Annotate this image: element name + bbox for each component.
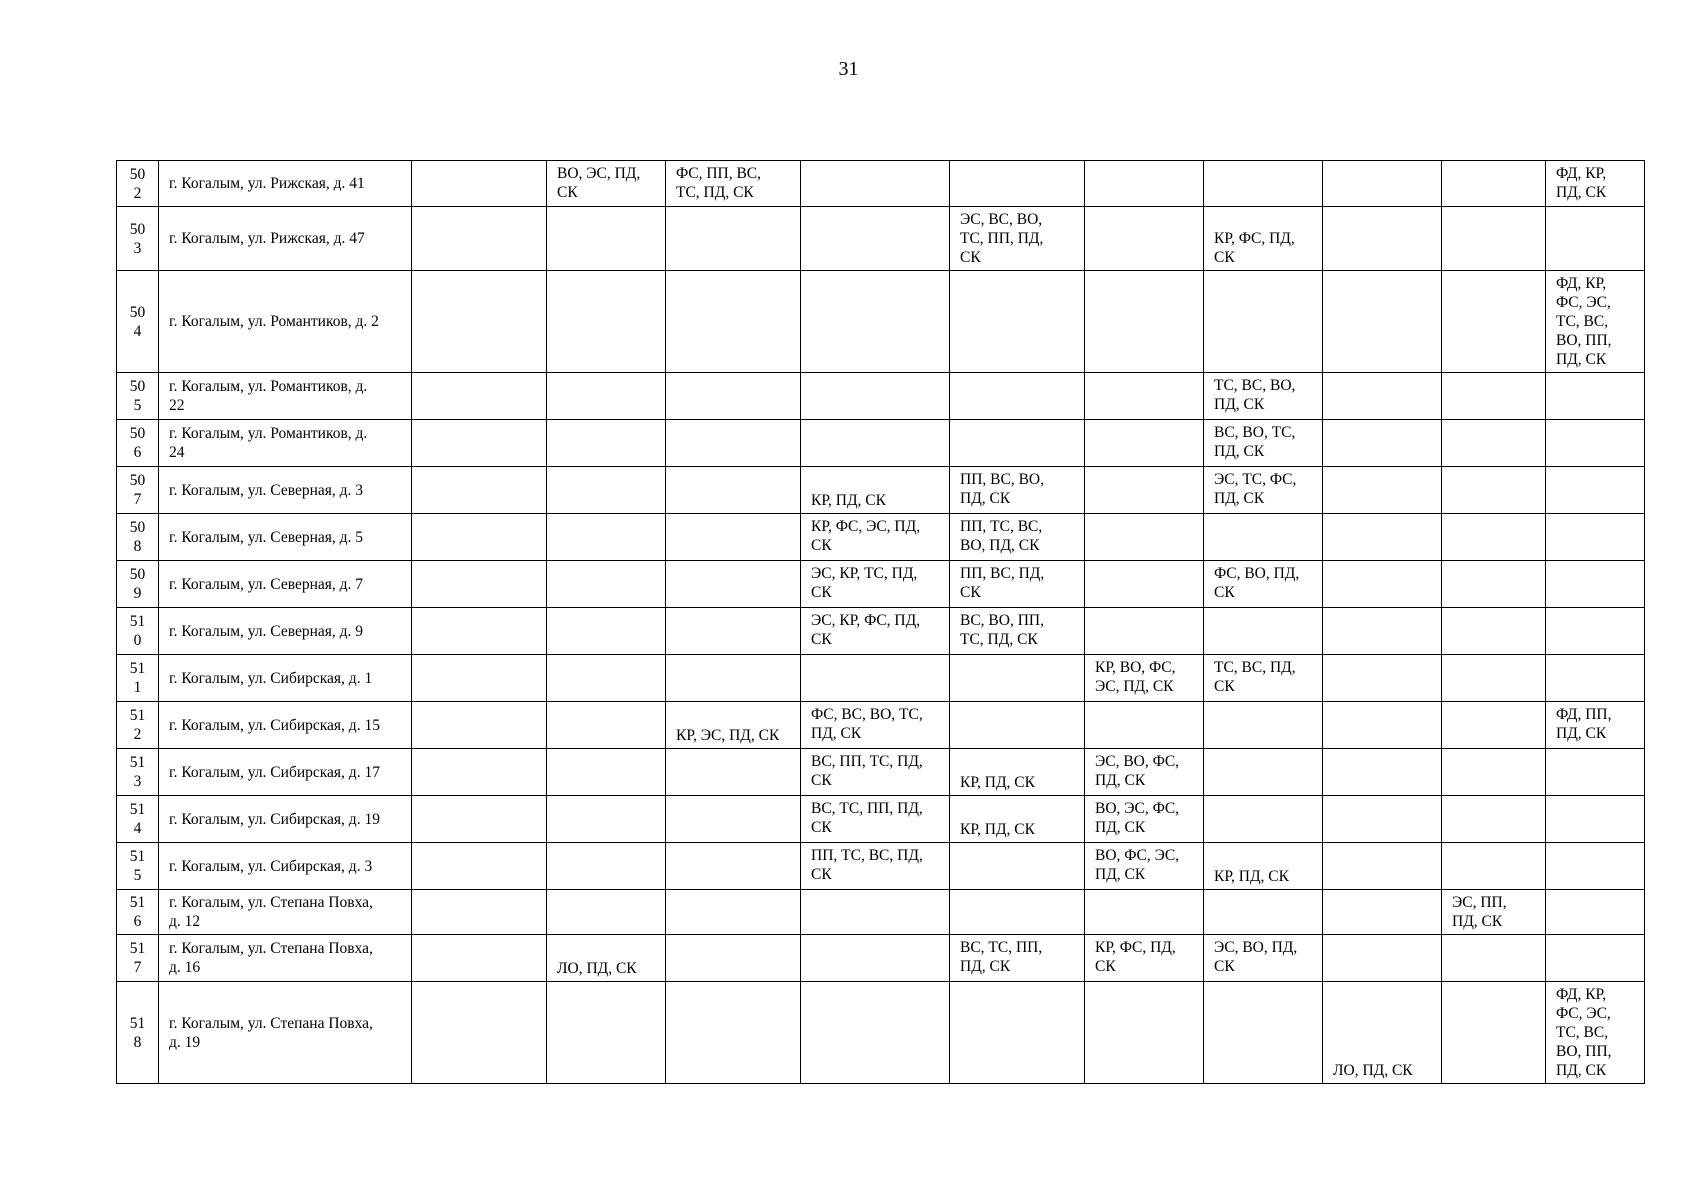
work-codes-cell [666,467,801,514]
work-codes-cell [1546,796,1645,843]
work-codes-cell [1442,561,1546,608]
work-codes-cell [412,207,547,271]
row-number: 50 6 [117,420,159,467]
address-cell: г. Когалым, ул. Сибирская, д. 3 [159,843,412,890]
work-codes-cell [1085,561,1204,608]
work-codes-cell [412,890,547,935]
work-codes-cell [801,207,950,271]
work-codes-cell [547,843,666,890]
work-codes-cell [801,373,950,420]
work-codes-cell: ФС, ВО, ПД, СК [1204,561,1323,608]
row-number: 51 2 [117,702,159,749]
work-codes-cell: КР, ПД, СК [801,467,950,514]
work-codes-cell: КР, ФС, ПД, СК [1204,207,1323,271]
address-cell: г. Когалым, ул. Романтиков, д. 24 [159,420,412,467]
work-codes-cell: ФС, ВС, ВО, ТС, ПД, СК [801,702,950,749]
address-cell: г. Когалым, ул. Северная, д. 9 [159,608,412,655]
row-number: 51 8 [117,982,159,1084]
work-codes-cell [1442,935,1546,982]
work-codes-cell [1546,935,1645,982]
work-codes-cell [1085,207,1204,271]
work-codes-cell [1442,161,1546,207]
address-cell: г. Когалым, ул. Степана Повха, д. 19 [159,982,412,1084]
work-codes-cell: ЭС, ТС, ФС, ПД, СК [1204,467,1323,514]
work-codes-cell [1546,608,1645,655]
work-codes-cell [412,373,547,420]
address-cell: г. Когалым, ул. Сибирская, д. 17 [159,749,412,796]
work-codes-cell: ВО, ЭС, ФС, ПД, СК [1085,796,1204,843]
work-codes-cell [1323,890,1442,935]
work-codes-cell [801,161,950,207]
work-codes-cell: ЛО, ПД, СК [547,935,666,982]
table-row [117,161,1645,207]
work-codes-cell [547,207,666,271]
row-number: 51 1 [117,655,159,702]
work-codes-cell [1204,749,1323,796]
work-codes-cell [1323,271,1442,373]
work-codes-cell [666,373,801,420]
address-cell: г. Когалым, ул. Рижская, д. 41 [159,161,412,207]
work-codes-cell [1323,467,1442,514]
work-codes-cell: ПП, ВС, ВО, ПД, СК [950,467,1085,514]
work-codes-cell [1546,749,1645,796]
work-codes-cell [1323,843,1442,890]
work-codes-cell [412,271,547,373]
work-codes-cell [1323,796,1442,843]
work-codes-cell [666,561,801,608]
work-codes-cell [1546,514,1645,561]
work-codes-cell [1323,161,1442,207]
work-codes-cell [1546,561,1645,608]
work-codes-cell [412,608,547,655]
work-codes-cell: КР, ФС, ЭС, ПД, СК [801,514,950,561]
work-codes-cell [950,890,1085,935]
work-codes-cell [801,655,950,702]
address-cell: г. Когалым, ул. Степана Повха, д. 16 [159,935,412,982]
work-codes-cell [1442,467,1546,514]
work-codes-cell [1546,843,1645,890]
work-codes-cell: ЭС, ВО, ФС, ПД, СК [1085,749,1204,796]
work-codes-cell [1442,702,1546,749]
table-row [117,420,1645,467]
work-codes-cell [666,608,801,655]
work-codes-cell: КР, ЭС, ПД, СК [666,702,801,749]
work-codes-cell: ТС, ВС, ПД, СК [1204,655,1323,702]
row-number: 50 3 [117,207,159,271]
work-codes-cell [801,935,950,982]
work-codes-cell: КР, ПД, СК [950,796,1085,843]
work-codes-cell [1442,982,1546,1084]
work-codes-cell [412,702,547,749]
work-codes-cell: ЭС, ВС, ВО, ТС, ПП, ПД, СК [950,207,1085,271]
table-row [117,271,1645,373]
address-cell: г. Когалым, ул. Северная, д. 7 [159,561,412,608]
work-codes-cell [1085,420,1204,467]
work-codes-cell [950,420,1085,467]
work-codes-cell: ЭС, ВО, ПД, СК [1204,935,1323,982]
work-codes-cell [412,796,547,843]
address-cell: г. Когалым, ул. Северная, д. 3 [159,467,412,514]
work-codes-cell [1442,608,1546,655]
address-cell: г. Когалым, ул. Сибирская, д. 1 [159,655,412,702]
work-codes-cell [950,161,1085,207]
work-codes-cell [950,655,1085,702]
work-codes-cell [1323,702,1442,749]
work-codes-cell [1204,890,1323,935]
work-codes-cell [1442,373,1546,420]
work-codes-cell [1323,514,1442,561]
work-codes-cell [666,420,801,467]
work-codes-cell [412,655,547,702]
table-body [117,161,1645,1084]
work-codes-cell [666,982,801,1084]
table-row [117,514,1645,561]
address-cell: г. Когалым, ул. Сибирская, д. 19 [159,796,412,843]
work-codes-cell [1085,702,1204,749]
table-row [117,890,1645,935]
work-codes-cell [547,796,666,843]
work-codes-cell [801,982,950,1084]
work-codes-cell [1323,373,1442,420]
work-codes-cell [412,467,547,514]
work-codes-cell: ФД, КР, ПД, СК [1546,161,1645,207]
address-cell: г. Когалым, ул. Романтиков, д. 2 [159,271,412,373]
work-codes-cell: ВС, ТС, ПП, ПД, СК [801,796,950,843]
table-row [117,796,1645,843]
work-codes-cell [1204,514,1323,561]
work-codes-cell [1085,271,1204,373]
page-number: 31 [838,58,859,80]
work-codes-cell [1442,514,1546,561]
row-number: 51 4 [117,796,159,843]
work-codes-cell [1546,373,1645,420]
work-codes-cell [1546,655,1645,702]
table-row [117,935,1645,982]
row-number: 50 4 [117,271,159,373]
work-codes-cell [412,561,547,608]
work-codes-cell [666,749,801,796]
work-codes-cell [547,655,666,702]
work-codes-cell: ВС, ТС, ПП, ПД, СК [950,935,1085,982]
work-codes-cell: ФС, ПП, ВС, ТС, ПД, СК [666,161,801,207]
work-codes-cell [1085,161,1204,207]
row-number: 51 7 [117,935,159,982]
table-row [117,749,1645,796]
work-codes-cell [1442,207,1546,271]
work-codes-cell [1442,271,1546,373]
work-codes-cell [1442,420,1546,467]
work-codes-cell: ЭС, ПП, ПД, СК [1442,890,1546,935]
row-number: 50 2 [117,161,159,207]
work-codes-cell: ФД, ПП, ПД, СК [1546,702,1645,749]
work-codes-cell [950,373,1085,420]
table-row [117,373,1645,420]
work-codes-cell [1323,207,1442,271]
work-codes-cell [1323,561,1442,608]
address-cell: г. Когалым, ул. Романтиков, д. 22 [159,373,412,420]
work-codes-cell: ВС, ПП, ТС, ПД, СК [801,749,950,796]
row-number: 50 8 [117,514,159,561]
work-codes-cell [801,420,950,467]
address-cell: г. Когалым, ул. Рижская, д. 47 [159,207,412,271]
work-codes-cell: ВС, ВО, ПП, ТС, ПД, СК [950,608,1085,655]
row-number: 51 5 [117,843,159,890]
work-codes-cell [666,935,801,982]
work-codes-cell [412,420,547,467]
table-row [117,982,1645,1084]
work-codes-cell: ПП, ВС, ПД, СК [950,561,1085,608]
work-codes-cell [1546,207,1645,271]
work-codes-cell [1323,420,1442,467]
row-number: 51 0 [117,608,159,655]
work-codes-cell: ФД, КР, ФС, ЭС, ТС, ВС, ВО, ПП, ПД, СК [1546,271,1645,373]
work-codes-cell [1085,467,1204,514]
row-number: 50 9 [117,561,159,608]
work-codes-cell [1204,271,1323,373]
work-codes-cell [1442,749,1546,796]
work-codes-cell [547,271,666,373]
table-row [117,843,1645,890]
work-codes-cell [1085,890,1204,935]
work-codes-cell [666,890,801,935]
work-codes-cell [547,373,666,420]
work-codes-cell [1323,749,1442,796]
work-codes-cell [950,843,1085,890]
work-codes-cell: КР, ФС, ПД, СК [1085,935,1204,982]
address-cell: г. Когалым, ул. Сибирская, д. 15 [159,702,412,749]
work-codes-cell [412,514,547,561]
work-codes-cell: ФД, КР, ФС, ЭС, ТС, ВС, ВО, ПП, ПД, СК [1546,982,1645,1084]
row-number: 51 3 [117,749,159,796]
work-codes-cell: ТС, ВС, ВО, ПД, СК [1204,373,1323,420]
work-codes-cell [801,271,950,373]
table-row [117,608,1645,655]
work-codes-cell [666,796,801,843]
work-codes-cell [1546,420,1645,467]
work-codes-cell: ЭС, КР, ФС, ПД, СК [801,608,950,655]
work-codes-cell [547,561,666,608]
work-codes-cell [547,608,666,655]
work-codes-cell [1204,702,1323,749]
work-codes-cell [666,655,801,702]
work-codes-cell [412,982,547,1084]
work-codes-cell [801,890,950,935]
work-codes-cell [666,843,801,890]
work-codes-cell: КР, ПД, СК [1204,843,1323,890]
work-codes-cell [412,843,547,890]
work-codes-cell [666,207,801,271]
work-codes-cell [666,514,801,561]
work-codes-cell [412,749,547,796]
work-codes-cell [1546,890,1645,935]
row-number: 51 6 [117,890,159,935]
work-codes-cell [1085,982,1204,1084]
buildings-table [116,160,1645,1084]
work-codes-cell [1546,467,1645,514]
table-row [117,655,1645,702]
table-row [117,467,1645,514]
work-codes-cell [547,420,666,467]
work-codes-cell [412,935,547,982]
work-codes-cell [1442,796,1546,843]
work-codes-cell: ВО, ФС, ЭС, ПД, СК [1085,843,1204,890]
work-codes-cell: ВС, ВО, ТС, ПД, СК [1204,420,1323,467]
table-row [117,207,1645,271]
address-cell: г. Когалым, ул. Северная, д. 5 [159,514,412,561]
work-codes-cell: ВО, ЭС, ПД, СК [547,161,666,207]
work-codes-cell [412,161,547,207]
work-codes-cell [1085,608,1204,655]
work-codes-cell [547,982,666,1084]
work-codes-cell [547,514,666,561]
work-codes-cell [547,890,666,935]
work-codes-cell: ПП, ТС, ВС, ПД, СК [801,843,950,890]
table-row [117,561,1645,608]
address-cell: г. Когалым, ул. Степана Повха, д. 12 [159,890,412,935]
work-codes-cell [547,467,666,514]
work-codes-cell [1204,161,1323,207]
work-codes-cell [547,749,666,796]
work-codes-cell: ЛО, ПД, СК [1323,982,1442,1084]
work-codes-cell [1323,608,1442,655]
work-codes-cell [1085,514,1204,561]
work-codes-cell [950,982,1085,1084]
work-codes-cell: КР, ПД, СК [950,749,1085,796]
work-codes-cell [666,271,801,373]
row-number: 50 7 [117,467,159,514]
work-codes-cell [1204,982,1323,1084]
table-row [117,702,1645,749]
work-codes-cell [547,702,666,749]
work-codes-cell: ЭС, КР, ТС, ПД, СК [801,561,950,608]
work-codes-cell [1323,935,1442,982]
work-codes-cell [1204,796,1323,843]
work-codes-cell [1442,655,1546,702]
work-codes-cell [1442,843,1546,890]
work-codes-cell: ПП, ТС, ВС, ВО, ПД, СК [950,514,1085,561]
work-codes-cell: КР, ВО, ФС, ЭС, ПД, СК [1085,655,1204,702]
work-codes-cell [1085,373,1204,420]
work-codes-cell [950,702,1085,749]
row-number: 50 5 [117,373,159,420]
work-codes-cell [1204,608,1323,655]
work-codes-cell [1323,655,1442,702]
work-codes-cell [950,271,1085,373]
